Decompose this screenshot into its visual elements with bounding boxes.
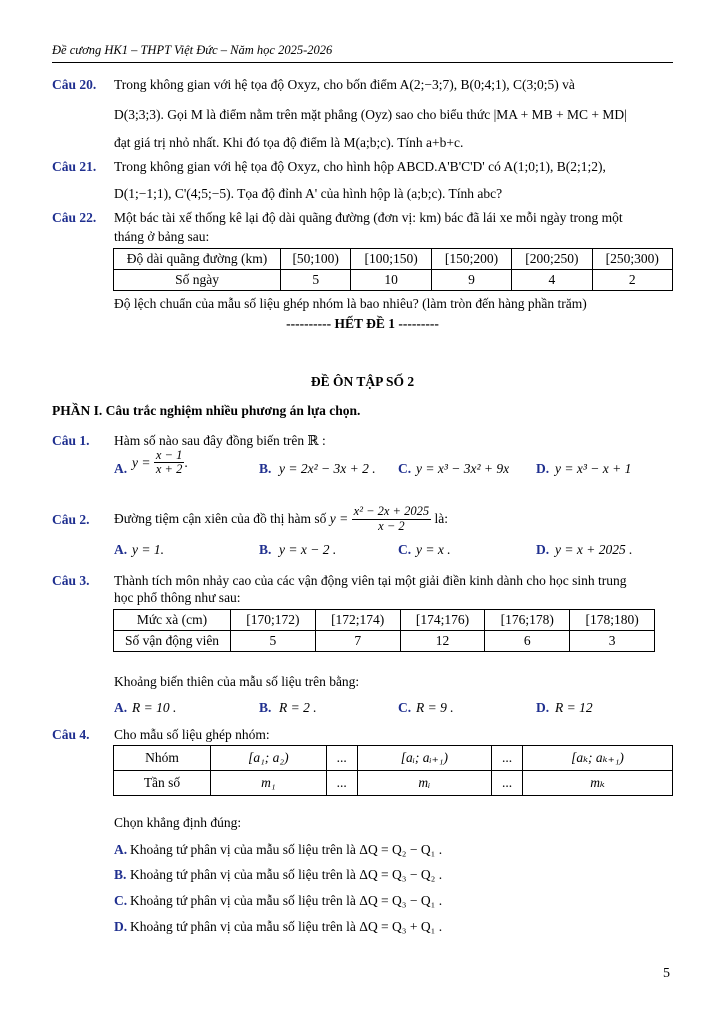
question-3-option-c: R = 9 . xyxy=(416,700,454,715)
question-3-option-a: R = 10 . xyxy=(132,700,177,715)
question-4-line-1: Cho mẫu số liệu ghép nhóm: xyxy=(114,727,270,742)
table-cell: [aᵢ; aᵢ₊₁) xyxy=(357,746,491,771)
table-cell: ... xyxy=(326,771,357,796)
question-2-option-a: y = 1. xyxy=(132,542,164,557)
fraction xyxy=(352,505,431,532)
table-cell: [176;178) xyxy=(485,610,570,631)
question-20-line-1: Trong không gian với hệ tọa độ Oxyz, cho bốn điểm A(2;−3;7), B(0;4;1), C(3;0;5) và xyxy=(114,77,575,92)
question-3-option-b: R = 2 . xyxy=(279,700,317,715)
table-cell: mₖ xyxy=(523,771,673,796)
table-cell: Mức xà (cm) xyxy=(114,610,231,631)
table-cell: [178;180) xyxy=(570,610,655,631)
table-cell: [50;100) xyxy=(281,249,351,270)
table-cell: m₁ xyxy=(211,771,327,796)
question-4-option-b-label: B. xyxy=(114,867,127,882)
table-row xyxy=(114,270,673,291)
table-cell: 10 xyxy=(351,270,431,291)
table-cell: [aₖ; aₖ₊₁) xyxy=(523,746,673,771)
table-row xyxy=(114,631,655,652)
end-of-exam-1: ---------- HẾT ĐỀ 1 --------- xyxy=(286,316,439,331)
table-cell: 12 xyxy=(400,631,485,652)
question-2-option-b-label: B. xyxy=(259,542,272,557)
question-4-option-d: Khoảng tứ phân vị của mẫu số liệu trên là ΔQ = Q₃ + Q₁ . xyxy=(130,919,443,934)
question-1-option-a-label: A. xyxy=(114,461,128,476)
question-21-label: Câu 21. xyxy=(52,159,97,174)
question-3-option-a-label: A. xyxy=(114,700,128,715)
numerator: x² − 2x + 2025 xyxy=(353,504,430,519)
question-4-option-a-label: A. xyxy=(114,842,128,857)
question-2-text xyxy=(114,499,448,539)
table-cell: 5 xyxy=(231,631,316,652)
question-2-option-c: y = x . xyxy=(416,542,451,557)
question-4-option-c: Khoảng tứ phân vị của mẫu số liệu trên là ΔQ = Q₃ − Q₁ . xyxy=(130,893,443,908)
table-cell: [200;250) xyxy=(512,249,592,270)
table-cell: 9 xyxy=(431,270,511,291)
table-cell: 6 xyxy=(485,631,570,652)
table-cell: 7 xyxy=(315,631,400,652)
numerator: x − 1 xyxy=(155,448,183,462)
table-cell: [100;150) xyxy=(351,249,431,270)
table-cell: 5 xyxy=(281,270,351,291)
question-20-line-2: D(3;3;3). Gọi M là điểm nằm trên mặt phẳng (Oyz) sao cho biểu thức |MA + MB + MC + MD| xyxy=(114,107,627,122)
table-cell: [250;300) xyxy=(592,249,672,270)
table-row xyxy=(114,249,673,270)
question-22-line-1: Một bác tài xế thống kê lại độ dài quãng đường (đơn vị: km) bác đã lái xe mỗi ngày trong một xyxy=(114,210,623,225)
denominator: x − 2 xyxy=(378,518,405,533)
question-22-line-3: Độ lệch chuẩn của mẫu số liệu ghép nhóm là bao nhiêu? (làm tròn đến hàng phần trăm) xyxy=(114,296,587,311)
question-2-label: Câu 2. xyxy=(52,512,90,527)
question-3-line-1: Thành tích môn nhảy cao của các vận động viên tại một giải điền kinh dành cho học sinh trung xyxy=(114,573,627,588)
formula-lhs: y = xyxy=(132,454,151,470)
question-1-option-a: y = $\frac{x - 1}{x + 2}$ . xyxy=(132,448,188,477)
question-1-option-d-label: D. xyxy=(536,461,550,476)
question-20-line-3: đạt giá trị nhỏ nhất. Khi đó tọa độ điểm là M(a;b;c). Tính a+b+c. xyxy=(114,135,464,150)
question-22-label: Câu 22. xyxy=(52,210,97,225)
part-1-heading: PHẦN I. Câu trắc nghiệm nhiều phương án lựa chọn. xyxy=(52,403,361,418)
question-4-option-b: Khoảng tứ phân vị của mẫu số liệu trên là ΔQ = Q₃ − Q₂ . xyxy=(130,867,443,882)
question-2-option-b: y = x − 2 . xyxy=(279,542,337,557)
question-4-line-2: Chọn khẳng định đúng: xyxy=(114,815,242,830)
question-1-option-d: y = x³ − x + 1 xyxy=(555,461,632,476)
question-4-option-a: Khoảng tứ phân vị của mẫu số liệu trên là ΔQ = Q₂ − Q₁ . xyxy=(130,842,443,857)
question-20-label: Câu 20. xyxy=(52,77,97,92)
header-divider xyxy=(52,62,673,63)
question-1-option-c: y = x³ − 3x² + 9x xyxy=(416,461,510,476)
page-header: Đề cương HK1 – THPT Việt Đức – Năm học 2025-2026 xyxy=(52,43,333,57)
table-cell: Số vận động viên xyxy=(114,631,231,652)
fraction xyxy=(154,449,184,476)
question-4-option-c-label: C. xyxy=(114,893,128,908)
question-3-line-2: học phổ thông như sau: xyxy=(114,590,241,605)
question-1-option-c-label: C. xyxy=(398,461,412,476)
exam-2-title: ĐỀ ÔN TẬP SỐ 2 xyxy=(310,374,415,389)
formula-lhs: y = xyxy=(329,511,349,526)
table-cell: 2 xyxy=(592,270,672,291)
question-3-option-d: R = 12 xyxy=(555,700,593,715)
table-cell: [174;176) xyxy=(400,610,485,631)
page-number: 5 xyxy=(663,966,670,981)
question-2-option-a-label: A. xyxy=(114,542,128,557)
distance-table xyxy=(113,248,673,291)
question-2-option-d: y = x + 2025 . xyxy=(555,542,633,557)
high-jump-table xyxy=(113,609,655,652)
table-cell: mᵢ xyxy=(357,771,491,796)
table-cell: [170;172) xyxy=(231,610,316,631)
table-row xyxy=(114,771,673,796)
table-cell: [172;174) xyxy=(315,610,400,631)
table-cell: 4 xyxy=(512,270,592,291)
question-2-option-d-label: D. xyxy=(536,542,550,557)
table-cell: 3 xyxy=(570,631,655,652)
table-cell: Số ngày xyxy=(114,270,281,291)
question-21-line-2: D(1;−1;1), C'(4;5;−5). Tọa độ đỉnh A' của hình hộp là (a;b;c). Tính abc? xyxy=(114,186,503,201)
question-3-option-d-label: D. xyxy=(536,700,550,715)
table-row xyxy=(114,746,673,771)
question-22-line-2: tháng ở bảng sau: xyxy=(114,229,210,244)
table-cell: [150;200) xyxy=(431,249,511,270)
question-1-label: Câu 1. xyxy=(52,433,90,448)
question-2-suffix: là: xyxy=(434,511,448,526)
table-cell: ... xyxy=(492,771,523,796)
table-cell: ... xyxy=(326,746,357,771)
denominator: x + 2 xyxy=(155,462,183,477)
table-cell: Tần số xyxy=(114,771,211,796)
table-row xyxy=(114,610,655,631)
question-1-text: Hàm số nào sau đây đồng biến trên ℝ : xyxy=(114,433,326,448)
question-4-option-d-label: D. xyxy=(114,919,128,934)
question-3-line-3: Khoảng biến thiên của mẫu số liệu trên bằng: xyxy=(114,674,360,689)
table-cell: ... xyxy=(492,746,523,771)
table-cell: [a₁; a₂) xyxy=(211,746,327,771)
question-1-option-b-label: B. xyxy=(259,461,272,476)
question-3-option-b-label: B. xyxy=(259,700,272,715)
question-21-line-1: Trong không gian với hệ tọa độ Oxyz, cho hình hộp ABCD.A'B'C'D' có A(1;0;1), B(2;1;2), xyxy=(114,159,606,174)
table-cell: Nhóm xyxy=(114,746,211,771)
question-4-label: Câu 4. xyxy=(52,727,90,742)
table-cell: Độ dài quãng đường (km) xyxy=(114,249,281,270)
question-3-option-c-label: C. xyxy=(398,700,412,715)
question-3-label: Câu 3. xyxy=(52,573,90,588)
question-2-prefix: Đường tiệm cận xiên của đồ thị hàm số xyxy=(114,511,327,526)
grouped-data-table xyxy=(113,745,673,796)
question-2-option-c-label: C. xyxy=(398,542,412,557)
question-1-option-b: y = 2x² − 3x + 2 . xyxy=(279,461,376,476)
